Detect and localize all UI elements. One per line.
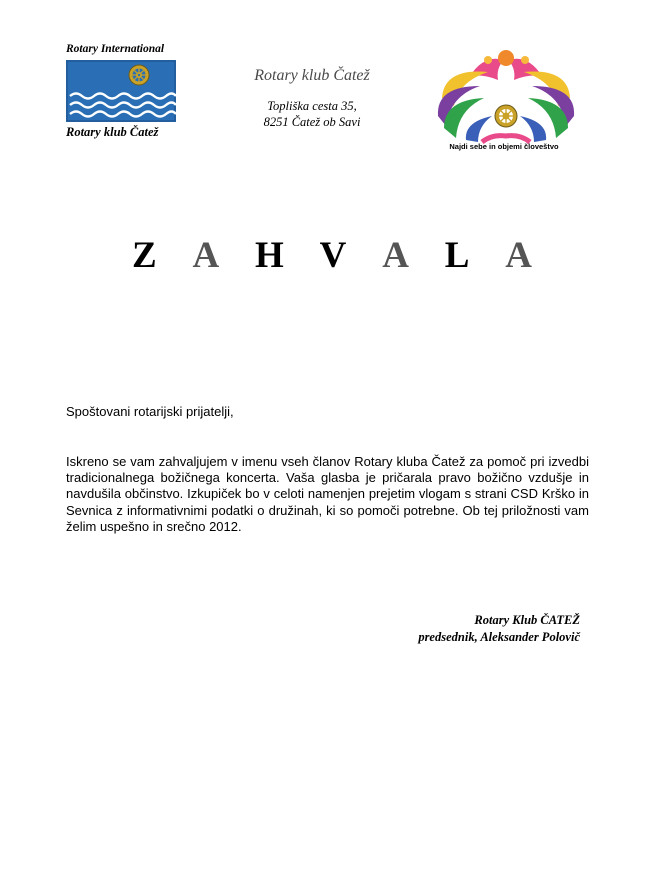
club-name: Rotary klub Čatež [254,67,370,84]
org-club-name: Rotary klub Čatež [66,125,159,139]
club-address-city: 8251 Čatež ob Savi [263,115,361,129]
title-letter: Z [132,235,157,276]
rotary-flag-logo [66,60,176,122]
document-title [132,234,532,278]
club-address-street: Topliška cesta 35, [267,99,357,113]
club-info [222,66,402,130]
salutation: Spoštovani rotarijski prijatelji, [66,404,234,419]
people-embrace-logo [432,46,580,146]
title-letter: A [192,235,220,276]
logo-caption: Najdi sebe in objemi človeštvo [449,142,559,151]
rotary-wheel-icon [129,65,149,85]
title-letter: A [505,235,532,276]
signature-club: Rotary Klub ČATEŽ [474,613,580,627]
title-letter: L [444,235,470,276]
title-letter: H [255,235,284,276]
org-name: Rotary International [66,43,165,55]
rotary-wheel-icon [495,105,517,127]
signature-president: predsednik, Aleksander Polovič [418,630,580,644]
body-paragraph: Iskreno se vam zahvaljujem v imenu vseh članov Rotary kluba Čatež za pomoč pri izvedbi tradicionalnega božičnega koncerta. Vaša glasba je pričarala pravo božično vzdušje in navdušila občinstvo. Izkupiček bo v celoti namenjen prejetim vlogam s strani CSD Krško in Sevnica z informativnimi podatki o družinah, ki so pomoči potrebne. Ob tej priložnosti vam želim uspešno in srečno 2012. [66,454,589,534]
title-letter: V [319,235,347,276]
signature-block [380,612,580,646]
rotary-international-logo-block [66,42,178,140]
title-letter: A [382,235,409,276]
